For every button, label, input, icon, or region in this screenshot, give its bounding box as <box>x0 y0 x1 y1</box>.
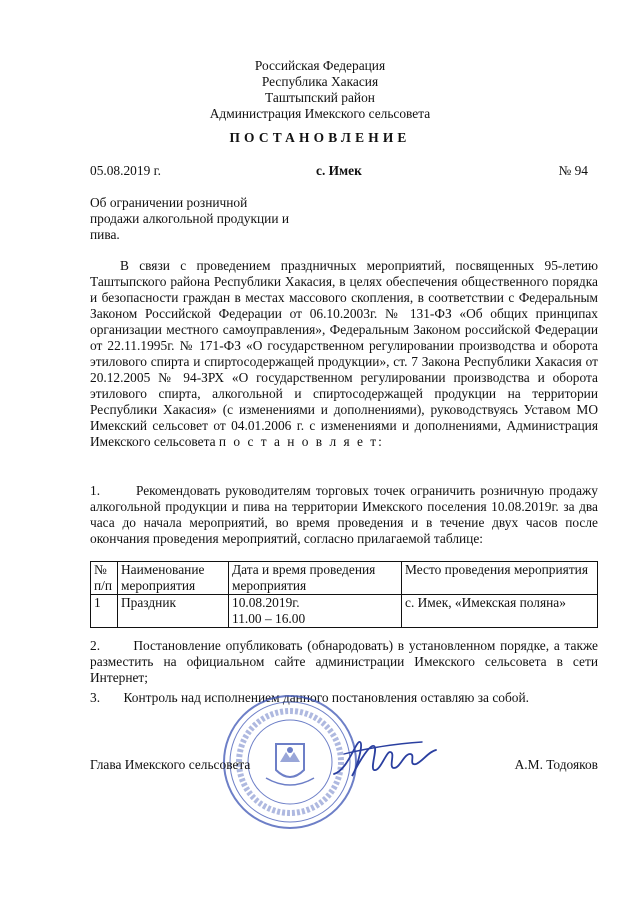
item-number: 1. <box>90 483 101 498</box>
subject-line: пива. <box>90 227 120 242</box>
document-place: с. Имек <box>316 163 362 178</box>
cell-datetime <box>229 595 402 628</box>
document-number: № 94 <box>558 163 588 178</box>
header-republic: Республика Хакасия <box>261 74 379 89</box>
item-text: Постановление опубликовать (обнародовать) в установленном порядке, а также разместить на официальном сайте администрации Имекского сельсовета в сети Интернет; <box>90 638 599 685</box>
header-country: Российская Федерация <box>254 58 386 73</box>
subject-line: Об ограничении розничной <box>90 195 248 210</box>
header-cell-datetime: Дата и время проведения мероприятия <box>229 562 402 595</box>
document-date: 05.08.2019 г. <box>90 163 161 178</box>
header-cell-number: № п/п <box>91 562 118 595</box>
item-text: Рекомендовать руководителям торговых точек ограничить розничную продажу алкогольной продукции и пива на территории Имекского поселения 10.08.2019г. за два часа до начала мероприятий, во время проведения и в течение двух часов после окончания проведения мероприятий, согласно прилагаемой таблице: <box>90 483 599 546</box>
cell-place: с. Имек, «Имекская поляна» <box>402 595 598 628</box>
item-text: Контроль над исполнением данного постановления оставляю за собой. <box>123 690 529 705</box>
preamble-paragraph <box>90 258 598 450</box>
header-administration: Администрация Имекского сельсовета <box>209 106 431 121</box>
cell-date: 10.08.2019г. <box>232 595 300 610</box>
cell-number: 1 <box>91 595 118 628</box>
signatory-name: А.М. Тодояков <box>514 757 598 772</box>
item-number: 2. <box>90 638 101 653</box>
table-header-row <box>91 562 598 595</box>
item-number: 3. <box>90 690 101 705</box>
document-title: ПОСТАНОВЛЕНИЕ <box>229 130 411 145</box>
cell-name: Праздник <box>118 595 229 628</box>
signatory-position: Глава Имекского сельсовета <box>90 757 251 772</box>
header-district: Таштыпский район <box>265 90 375 105</box>
cell-time: 11.00 – 16.00 <box>232 611 306 626</box>
table-row <box>91 595 598 628</box>
document-header <box>0 58 640 122</box>
item-1 <box>90 483 598 547</box>
resolves-word: п о с т а н о в л я е т: <box>218 434 384 449</box>
item-2 <box>90 638 598 686</box>
preamble-text: В связи с проведением праздничных мероприятий, посвященных 95-летию Таштыпского района Республики Хакасия, в целях обеспечения общественного порядка и безопасности граждан в местах массового скопления, в соответствии с Федеральным Законом Российской Федерации от 06.10.2003г. № 131-ФЗ «Об общих принципах организации местного самоуправления», Федеральным Законом российской Федерации от 22.11.1995г. № 171-ФЗ «О государственном регулировании производства и оборота этилового спирта и спиртосодержащей продукции», ст. 7 Закона Республики Хакасия от 20.12.2005 № 94-ЗРХ «О государственном регулировании производства и оборота этилового спирта, алкогольной и спиртосодержащей продукции на территории Республики Хакасия» (с изменениями и дополнениями), руководствуясь Уставом МО Имекский сельсовет от 04.01.2006 г. с изменениями и дополнениями, Администрация Имекского сельсовета <box>90 258 598 449</box>
document-subject <box>90 195 320 243</box>
header-cell-name: Наименование мероприятия <box>118 562 229 595</box>
header-cell-place: Место проведения мероприятия <box>402 562 598 595</box>
subject-line: продажи алкогольной продукции и <box>90 211 289 226</box>
events-table <box>90 561 598 628</box>
signature-block <box>90 757 598 773</box>
document-meta <box>90 163 588 179</box>
